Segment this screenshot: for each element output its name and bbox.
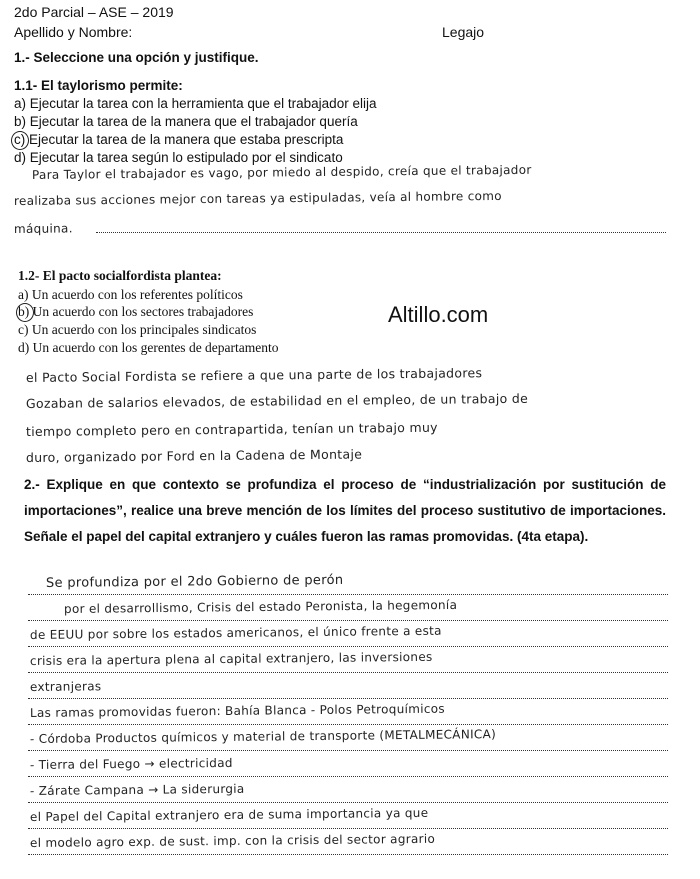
q12-answer-line-2: Gozaban de salarios elevados, de estabilidad en el empleo, de un trabajo de	[25, 390, 529, 411]
q11-answer-line-1: Para Taylor el trabajador es vago, por miedo al despido, creía que el trabajador	[31, 162, 532, 182]
q2-answer-line-4: crisis era la apertura plena al capital extranjero, las inversiones	[29, 649, 433, 668]
watermark-text: Altillo.com	[388, 302, 489, 327]
legajo-label: Legajo	[442, 24, 485, 40]
q2-answer-line-6: Las ramas promovidas fueron: Bahía Blanca - Polos Petroquímicos	[29, 701, 445, 720]
answer-ruled-line	[28, 750, 668, 751]
selected-option-circle	[11, 131, 29, 150]
q12-answer-line-1: el Pacto Social Fordista se refiere a que una parte de los trabajadores	[25, 365, 483, 385]
q11-option-a: a) Ejecutar la tarea con la herramienta que el trabajador elija	[14, 96, 377, 111]
q12-answer-line-3: tiempo completo pero en contrapartida, tenían un trabajo muy	[25, 419, 438, 439]
name-label: Apellido y Nombre:	[14, 24, 133, 40]
answer-ruled-line	[28, 698, 668, 699]
answer-ruled-line	[28, 802, 668, 803]
answer-ruled-line	[28, 594, 668, 595]
answer-ruled-line	[28, 620, 668, 621]
answer-ruled-line	[28, 828, 668, 829]
q12-option-b: b) Un acuerdo con los sectores trabajadores	[18, 304, 254, 319]
answer-ruled-line	[28, 724, 668, 725]
q2-answer-line-3: de EEUU por sobre los estados americanos, el único frente a esta	[29, 623, 442, 642]
q2-answer-line-5: extranjeras	[29, 679, 102, 694]
answer-ruled-line	[28, 672, 668, 673]
q2-answer-line-10: el Papel del Capital extranjero era de suma importancia ya que	[29, 805, 429, 824]
q2-answer-line-1: Se profundiza por el 2do Gobierno de perón	[45, 572, 344, 591]
q11-answer-line-3: máquina.	[13, 221, 73, 236]
q11-option-b: b) Ejecutar la tarea de la manera que el trabajador quería	[14, 114, 358, 129]
selected-option-circle	[16, 303, 34, 322]
section1-heading: 1.- Seleccione una opción y justifique.	[14, 50, 259, 65]
section2-question: 2.- Explique en que contexto se profundiza el proceso de “industrialización por sustitución de importaciones”, realice una breve mención de los límites del proceso sustitutivo de importaciones. Señale el papel del capital extranjero y cuáles fueron las ramas promovidas. (4ta etapa).	[24, 477, 666, 544]
q2-answer-line-9: - Zárate Campana → La siderurgia	[29, 781, 245, 798]
answer-ruled-line	[28, 854, 668, 855]
q11-option-c: c) Ejecutar la tarea de la manera que estaba prescripta	[14, 132, 344, 147]
q12-answer-line-4: duro, organizado por Ford en la Cadena de Montaje	[25, 446, 363, 465]
q2-answer-line-7: - Córdoba Productos químicos y material de transporte (METALMECÁNICA)	[29, 727, 497, 746]
q12-title: 1.2- El pacto socialfordista plantea:	[18, 268, 222, 283]
q12-option-a: a) Un acuerdo con los referentes políticos	[18, 287, 243, 302]
q11-title: 1.1- El taylorismo permite:	[14, 78, 183, 93]
q12-option-c: c) Un acuerdo con los principales sindicatos	[18, 322, 257, 337]
q11-option-d: d) Ejecutar la tarea según lo estipulado por el sindicato	[14, 150, 343, 165]
exam-title: 2do Parcial – ASE – 2019	[14, 4, 174, 20]
answer-ruled-line	[28, 646, 668, 647]
q2-answer-line-11: el modelo agro exp. de sust. imp. con la crisis del sector agrario	[29, 831, 436, 850]
answer-ruled-line	[96, 232, 666, 233]
q11-answer-line-2: realizaba sus acciones mejor con tareas ya estipuladas, veía al hombre como	[13, 188, 502, 208]
q12-option-d: d) Un acuerdo con los gerentes de departamento	[18, 340, 279, 355]
q2-answer-line-8: - Tierra del Fuego → electricidad	[29, 755, 233, 772]
q2-answer-line-2: por el desarrollismo, Crisis del estado Peronista, la hegemonía	[63, 597, 458, 616]
answer-ruled-line	[28, 776, 668, 777]
